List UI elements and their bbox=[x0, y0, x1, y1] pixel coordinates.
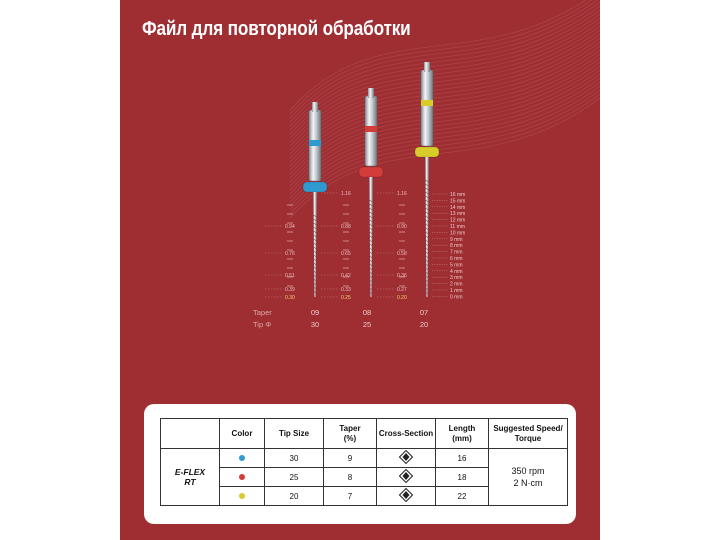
length-scale-label: 0 mm bbox=[450, 294, 463, 301]
header-taper: Taper (%) bbox=[324, 419, 377, 449]
header-length: Length (mm) bbox=[436, 419, 489, 449]
diameter-label: 0.58 bbox=[397, 251, 407, 257]
red-dot-icon bbox=[239, 474, 245, 480]
tip-size-cell: 25 bbox=[265, 468, 324, 487]
length-scale-label: 1 mm bbox=[450, 288, 463, 294]
length-scale-label: 7 mm bbox=[450, 249, 463, 256]
file-shank-tip bbox=[368, 88, 374, 98]
file-1-taper: 09 bbox=[310, 308, 320, 317]
length-scale-label: 9 mm bbox=[450, 236, 463, 243]
file-3-taper: 07 bbox=[419, 308, 429, 317]
color-cell bbox=[220, 449, 265, 468]
diameter-label: 0.65 bbox=[341, 251, 351, 257]
table-row bbox=[161, 449, 568, 468]
diameter-label: 0.27 bbox=[397, 287, 407, 293]
length-scale-label: 12 mm bbox=[450, 217, 466, 224]
header-speed: Suggested Speed/ Torque bbox=[489, 419, 568, 449]
length-scale-label: 5 mm bbox=[450, 262, 463, 269]
diameter-label: 0.25 bbox=[341, 295, 351, 301]
diameter-label: 1.16 bbox=[341, 191, 351, 197]
file-2-tip: 25 bbox=[362, 320, 372, 329]
cross-section-cell bbox=[377, 449, 436, 468]
file-shank-tip bbox=[312, 102, 318, 112]
file-2-taper: 08 bbox=[362, 308, 372, 317]
cross-section-cell bbox=[377, 468, 436, 487]
tip-row-label: Tip Φ bbox=[253, 320, 272, 329]
header-blank bbox=[161, 419, 220, 449]
taper-cell: 9 bbox=[324, 449, 377, 468]
length-scale-label: 14 mm bbox=[450, 204, 466, 211]
diameter-label: 1.16 bbox=[397, 191, 407, 197]
length-cell: 22 bbox=[436, 487, 489, 506]
color-cell bbox=[220, 487, 265, 506]
length-scale-label: 3 mm bbox=[450, 275, 463, 282]
spec-table bbox=[160, 418, 568, 506]
taper-cell: 8 bbox=[324, 468, 377, 487]
tip-size-cell: 30 bbox=[265, 449, 324, 468]
length-scale-label: 15 mm bbox=[450, 198, 466, 205]
file-stopper-ring bbox=[303, 182, 327, 192]
taper-row-label: Taper bbox=[253, 308, 272, 317]
length-scale bbox=[432, 192, 465, 300]
length-scale-label: 13 mm bbox=[450, 211, 466, 218]
diamond-cross-section-icon bbox=[399, 488, 413, 502]
length-scale-label: 2 mm bbox=[450, 281, 463, 288]
color-cell bbox=[220, 468, 265, 487]
file-1 bbox=[265, 102, 327, 301]
file-color-band bbox=[365, 126, 377, 132]
file-instruments-illustration bbox=[120, 0, 600, 340]
table-header-row bbox=[161, 419, 568, 449]
diameter-label: 0.30 bbox=[285, 295, 295, 301]
header-color: Color bbox=[220, 419, 265, 449]
file-stopper-ring bbox=[359, 167, 383, 177]
diameter-label: 0.42 bbox=[341, 273, 351, 279]
length-cell: 18 bbox=[436, 468, 489, 487]
spec-card bbox=[144, 404, 576, 524]
cross-section-cell bbox=[377, 487, 436, 506]
file-color-band bbox=[421, 100, 433, 106]
file-color-band bbox=[309, 140, 321, 146]
diameter-label: 0.76 bbox=[285, 251, 295, 257]
tip-size-cell: 20 bbox=[265, 487, 324, 506]
header-tip-size: Tip Size bbox=[265, 419, 324, 449]
speed-torque-cell: 350 rpm 2 N·cm bbox=[489, 449, 568, 506]
length-scale-label: 10 mm bbox=[450, 230, 466, 237]
diamond-cross-section-icon bbox=[399, 450, 413, 464]
header-cross-section: Cross-Section bbox=[377, 419, 436, 449]
diameter-label: 0.88 bbox=[341, 224, 351, 230]
file-1-tip: 30 bbox=[310, 320, 320, 329]
diameter-label: 0.36 bbox=[397, 273, 407, 279]
diameter-label: 0.39 bbox=[285, 287, 295, 293]
file-shank-tip bbox=[424, 62, 430, 72]
length-scale-label: 11 mm bbox=[450, 224, 465, 230]
length-scale-label: 6 mm bbox=[450, 256, 463, 262]
diameter-label: 0.94 bbox=[285, 224, 295, 230]
file-3-tip: 20 bbox=[419, 320, 429, 329]
length-cell: 16 bbox=[436, 449, 489, 468]
length-scale-label: 16 mm bbox=[450, 192, 466, 198]
blue-dot-icon bbox=[239, 455, 245, 461]
length-scale-label: 4 mm bbox=[450, 268, 463, 275]
file-2 bbox=[321, 88, 383, 301]
diameter-label: 0.51 bbox=[285, 273, 295, 279]
diamond-cross-section-icon bbox=[399, 469, 413, 483]
length-scale-label: 8 mm bbox=[450, 243, 463, 250]
file-handle bbox=[421, 70, 433, 146]
diameter-label: 0.20 bbox=[397, 295, 407, 301]
page-title: Файл для повторной обработки bbox=[142, 18, 411, 40]
diameter-label: 0.90 bbox=[397, 224, 407, 230]
file-shaft bbox=[425, 157, 429, 297]
yellow-dot-icon bbox=[239, 493, 245, 499]
file-3 bbox=[377, 62, 439, 301]
taper-cell: 7 bbox=[324, 487, 377, 506]
product-name: E-FLEX RT bbox=[161, 449, 220, 506]
diameter-label: 0.33 bbox=[341, 287, 351, 293]
file-stopper-ring bbox=[415, 147, 439, 157]
